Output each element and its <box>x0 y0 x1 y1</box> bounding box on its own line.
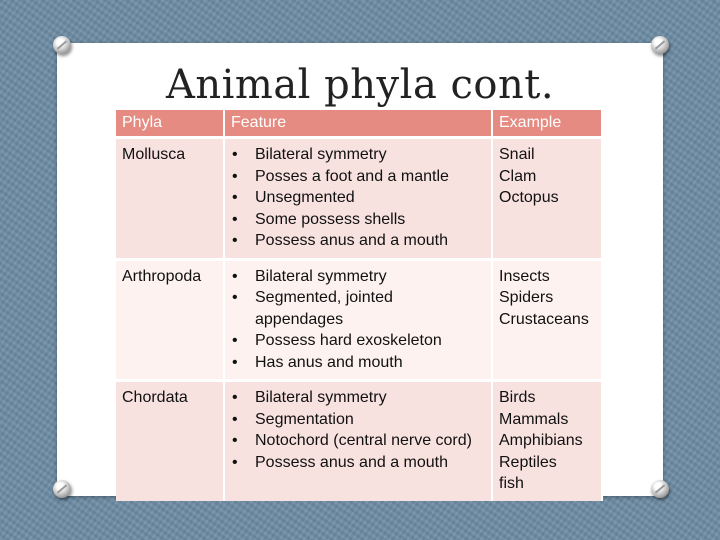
list-item: • Bilateral symmetry <box>231 266 485 288</box>
example-item: Birds <box>499 389 536 406</box>
list-item: • Notochord (central nerve cord) <box>231 430 485 452</box>
example-item: Mammals <box>499 410 569 428</box>
list-item: • Some possess shells <box>231 209 485 231</box>
pushpin-icon <box>53 36 71 54</box>
list-item: • Bilateral symmetry <box>231 144 485 166</box>
table-row <box>116 259 602 381</box>
examples-cell <box>492 259 602 381</box>
example-item: fish <box>499 475 524 492</box>
list-item: • Possess anus and a mouth <box>231 230 485 252</box>
example-item: Amphibians <box>499 432 583 449</box>
table-header-row <box>116 110 602 138</box>
features-cell <box>224 138 492 260</box>
feature-list <box>231 266 485 374</box>
column-header-feature: Feature <box>224 110 492 138</box>
example-item: Octopus <box>499 189 559 206</box>
phylum-cell: Chordata <box>116 381 224 501</box>
pushpin-icon <box>53 480 71 498</box>
pushpin-icon <box>651 480 669 498</box>
phyla-table <box>116 110 603 501</box>
list-item: • Segmented, jointed appendages <box>231 287 485 330</box>
examples-cell <box>492 381 602 501</box>
example-item: Reptiles <box>499 453 557 471</box>
example-item: Insects <box>499 267 550 285</box>
features-cell <box>224 381 492 501</box>
feature-list <box>231 144 485 252</box>
list-item: • Possess hard exoskeleton <box>231 330 485 352</box>
example-item: Snail <box>499 146 535 163</box>
example-item: Crustaceans <box>499 310 589 328</box>
list-item: • Has anus and mouth <box>231 352 485 374</box>
features-cell <box>224 259 492 381</box>
list-item: • Segmentation <box>231 409 485 431</box>
column-header-phyla: Phyla <box>116 110 224 138</box>
table-row <box>116 381 602 501</box>
slide-title: Animal phyla cont. <box>165 62 555 108</box>
phylum-cell: Arthropoda <box>116 259 224 381</box>
table-row <box>116 138 602 260</box>
examples-cell <box>492 138 602 260</box>
phylum-cell: Mollusca <box>116 138 224 260</box>
example-item: Clam <box>499 167 537 185</box>
column-header-example: Example <box>492 110 602 138</box>
list-item: • Posses a foot and a mantle <box>231 166 485 188</box>
list-item: • Bilateral symmetry <box>231 387 485 409</box>
example-item: Spiders <box>499 289 554 306</box>
list-item: • Possess anus and a mouth <box>231 452 485 474</box>
pushpin-icon <box>651 36 669 54</box>
list-item: • Unsegmented <box>231 187 485 209</box>
feature-list <box>231 387 485 473</box>
